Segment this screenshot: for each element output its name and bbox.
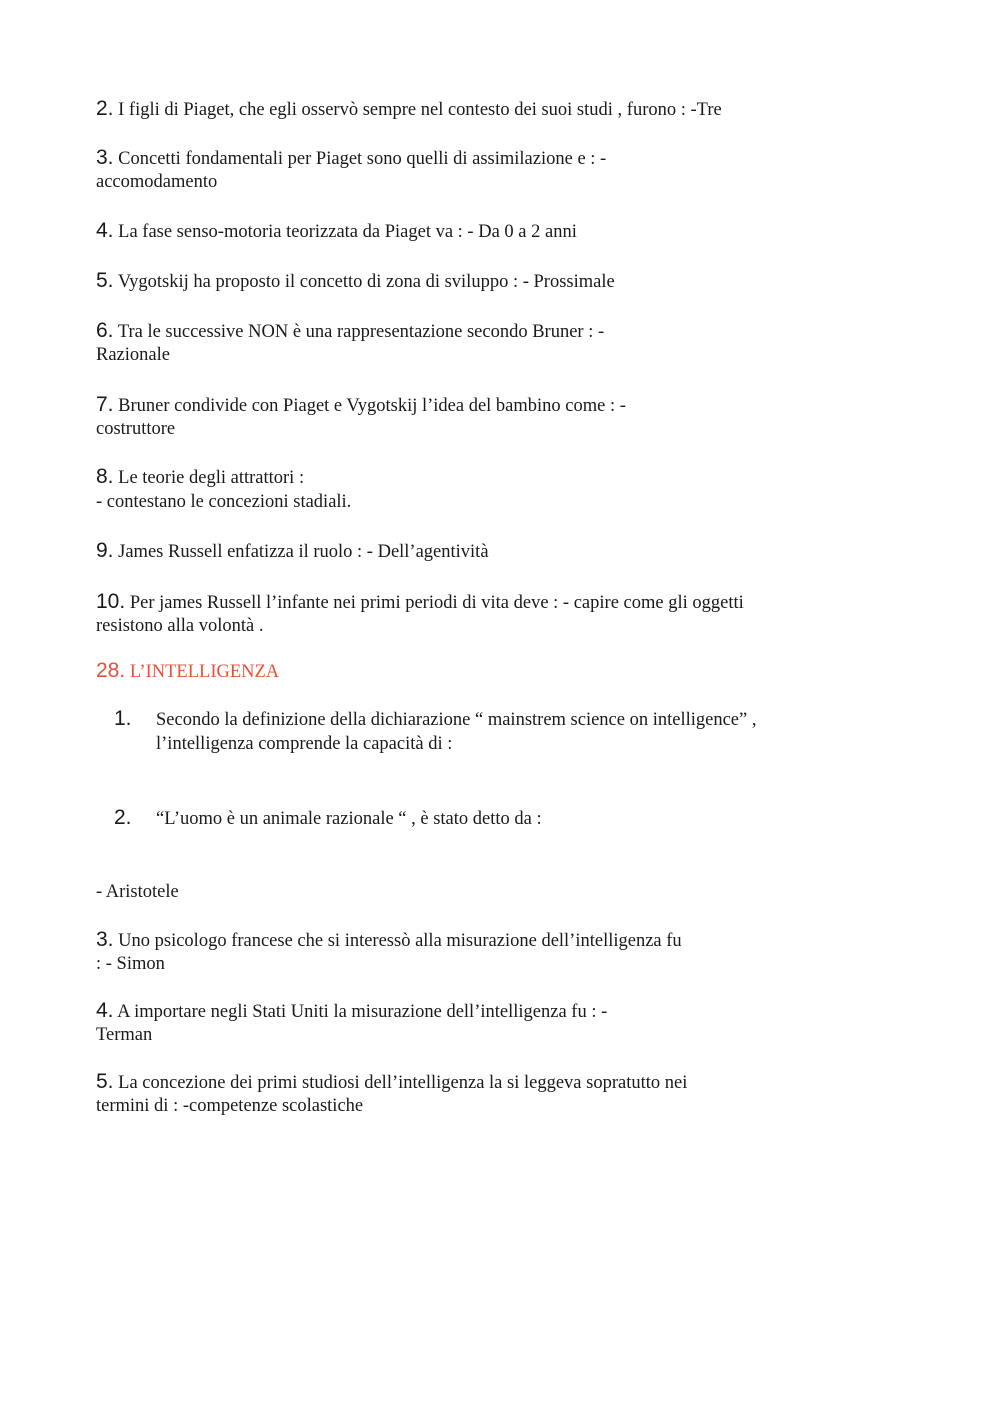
item-number: 3. xyxy=(96,928,114,951)
item-text-continued: termini di : -competenze scolastiche xyxy=(96,1096,364,1116)
sub-item-text: “L’uomo è un animale razionale “ , è stato detto da : xyxy=(156,809,542,829)
sub-item-number: 1. xyxy=(114,707,132,730)
answer-text: - Aristotele xyxy=(96,882,179,902)
section-heading xyxy=(96,659,279,684)
item-text-continued: resistono alla volontà . xyxy=(96,616,264,636)
item-number: 5. xyxy=(96,1070,114,1093)
item-text: Bruner condivide con Piaget e Vygotskij l’idea del bambino come : - xyxy=(118,396,626,416)
item-text: La concezione dei primi studiosi dell’intelligenza la si leggeva sopratutto nei xyxy=(118,1073,688,1093)
item-text: Le teorie degli attrattori : xyxy=(118,468,305,488)
sub-item-text-continued: l’intelligenza comprende la capacità di : xyxy=(156,734,453,754)
item-text: Tra le successive NON è una rappresentazione secondo Bruner : - xyxy=(117,322,605,342)
item-number: 2. xyxy=(96,97,114,120)
section-title: L’INTELLIGENZA xyxy=(129,662,280,682)
section-number: 28. xyxy=(96,659,126,682)
item-text: Vygotskij ha proposto il concetto di zona di sviluppo : - Prossimale xyxy=(117,272,615,292)
item-text: La fase senso-motoria teorizzata da Piaget va : - Da 0 a 2 anni xyxy=(118,222,577,242)
item-text: A importare negli Stati Uniti la misurazione dell’intelligenza fu : - xyxy=(117,1002,608,1022)
item-number: 7. xyxy=(96,393,114,416)
item-number: 9. xyxy=(96,539,114,562)
item-number: 6. xyxy=(96,319,114,342)
item-number: 10. xyxy=(96,590,126,613)
item-text: Uno psicologo francese che si interessò alla misurazione dell’intelligenza fu xyxy=(118,931,682,951)
item-text: I figli di Piaget, che egli osservò sempre nel contesto dei suoi studi , furono : -Tre xyxy=(118,100,722,120)
item-number: 3. xyxy=(96,146,114,169)
item-number: 4. xyxy=(96,999,114,1022)
sub-item-text: Secondo la definizione della dichiarazione “ mainstrem science on intelligence” , xyxy=(156,710,757,730)
item-text-continued: costruttore xyxy=(96,419,176,439)
item-text: James Russell enfatizza il ruolo : - Dell’agentività xyxy=(118,542,489,562)
item-text: Per james Russell l’infante nei primi periodi di vita deve : - capire come gli oggetti xyxy=(129,593,744,613)
item-text-continued: : - Simon xyxy=(96,954,165,974)
item-number: 8. xyxy=(96,465,114,488)
item-text: Concetti fondamentali per Piaget sono quelli di assimilazione e : - xyxy=(118,149,607,169)
sub-item-number: 2. xyxy=(114,806,132,829)
item-text-continued: accomodamento xyxy=(96,172,218,192)
item-number: 5. xyxy=(96,269,114,292)
item-text-continued: Terman xyxy=(96,1025,153,1045)
item-text-continued: - contestano le concezioni stadiali. xyxy=(96,492,352,512)
item-number: 4. xyxy=(96,219,114,242)
item-text-continued: Razionale xyxy=(96,345,170,365)
